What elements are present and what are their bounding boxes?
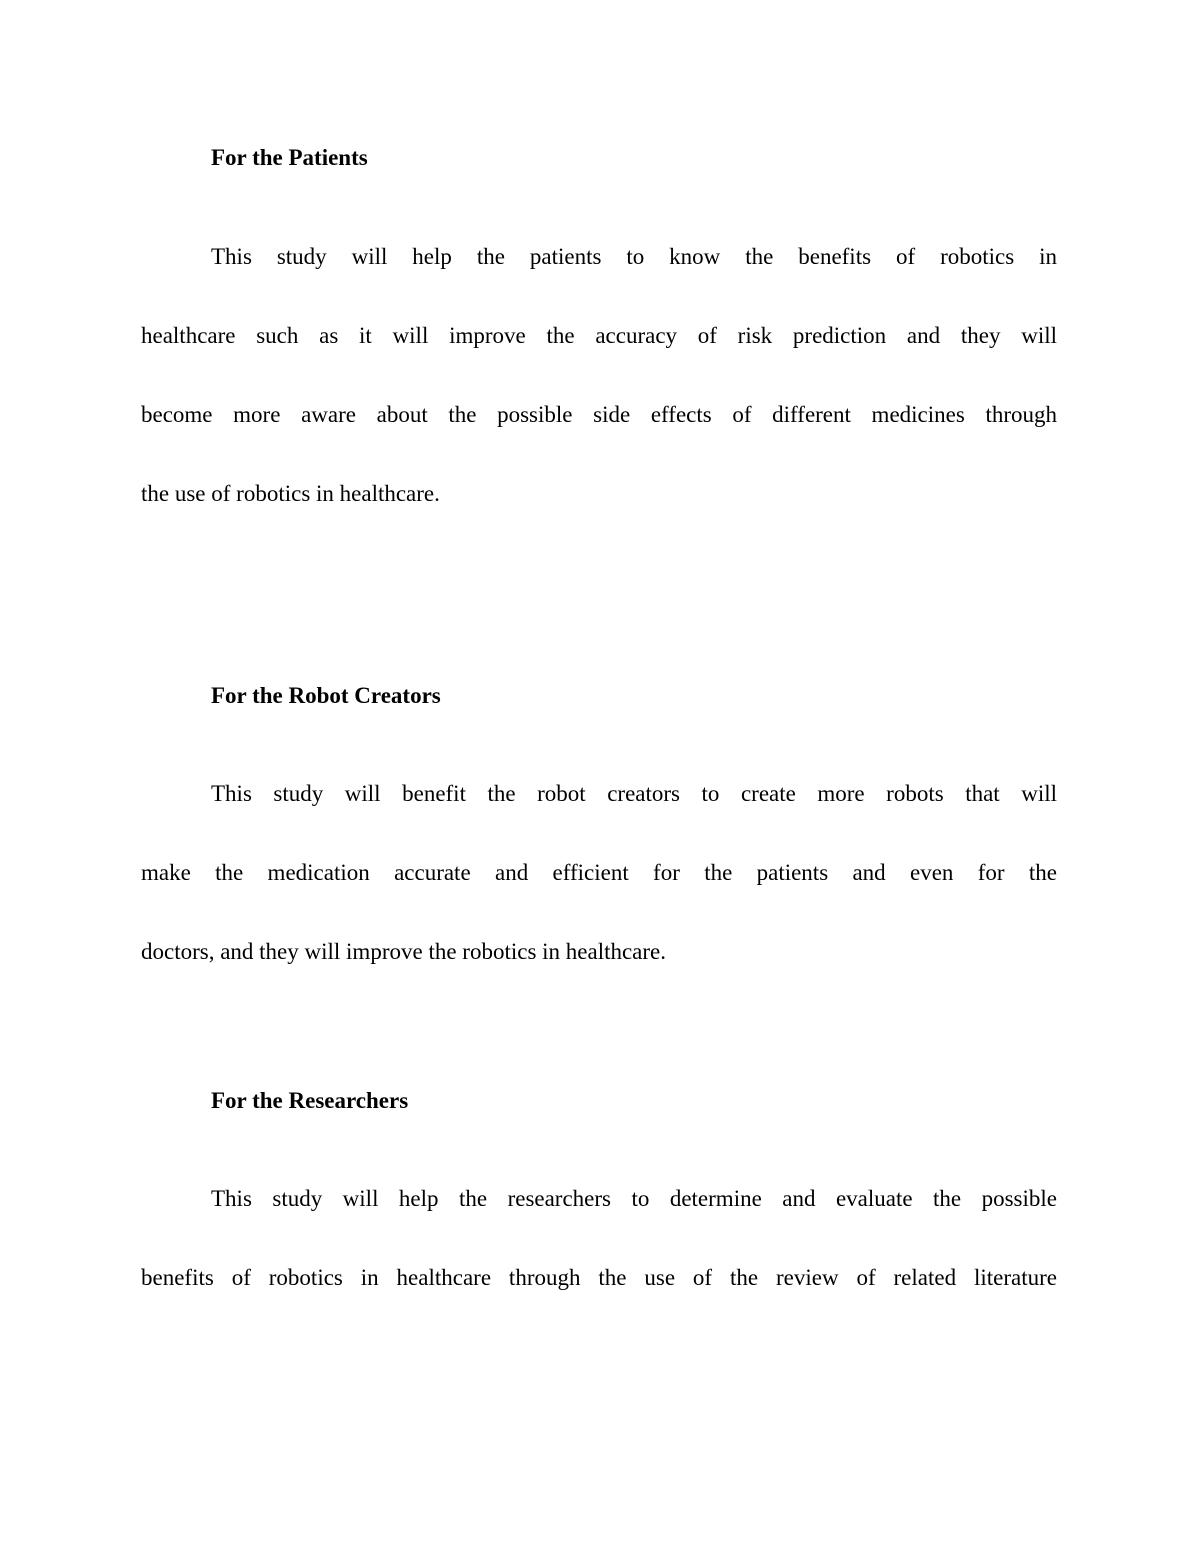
paragraph-line: benefits of robotics in healthcare through the use of the review of related literature [141, 1265, 1057, 1290]
paragraph-line: This study will help the patients to know the benefits of robotics in [211, 244, 1057, 269]
paragraph-line: This study will help the researchers to determine and evaluate the possible [211, 1186, 1057, 1211]
paragraph-line: make the medication accurate and efficient for the patients and even for the [141, 860, 1057, 885]
paragraph-line: doctors, and they will improve the robotics in healthcare. [141, 939, 667, 964]
section-heading-researchers: For the Researchers [211, 1088, 409, 1113]
paragraph-line: healthcare such as it will improve the accuracy of risk prediction and they will [141, 323, 1057, 348]
paragraph-line: This study will benefit the robot creators to create more robots that will [211, 781, 1057, 806]
paragraph-line: the use of robotics in healthcare. [141, 481, 440, 506]
section-heading-robot-creators: For the Robot Creators [211, 683, 441, 708]
paragraph-line: become more aware about the possible side effects of different medicines through [141, 402, 1057, 427]
section-heading-patients: For the Patients [211, 145, 368, 170]
